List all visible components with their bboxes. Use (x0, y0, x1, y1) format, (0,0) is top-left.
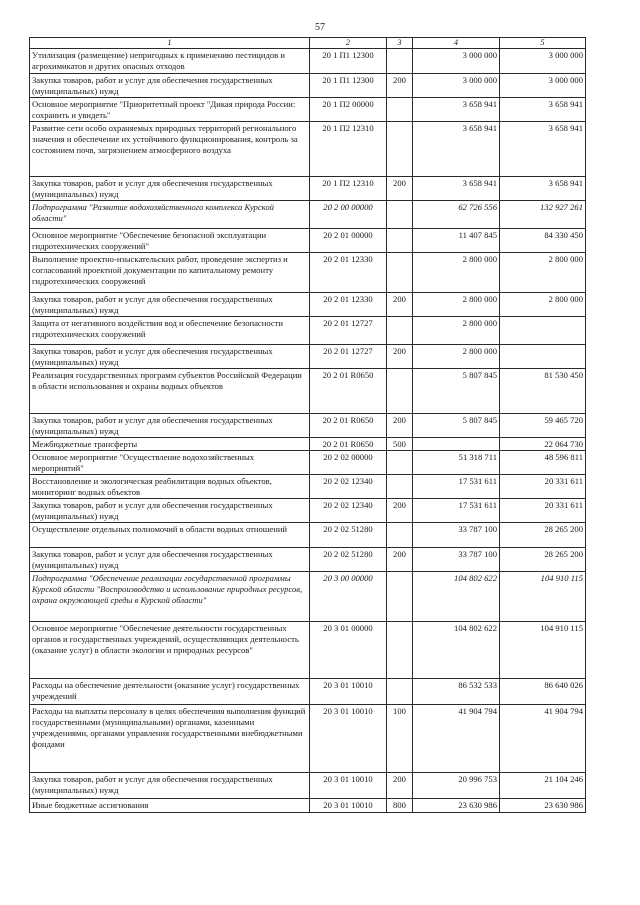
amount-year1: 3 000 000 (413, 74, 500, 98)
row-name: Выполнение проектно-изыскательских работ, проведение экспертиз и согласований проектной документации по капитальному ремонту гидротехнических сооружений (30, 253, 310, 293)
amount-year2: 28 265 200 (500, 548, 586, 572)
table-row (30, 317, 586, 345)
expense-type-code (387, 253, 413, 293)
target-article-code: 20 2 01 12330 (310, 293, 387, 317)
table-row (30, 622, 586, 679)
row-name: Защита от негативного воздействия вод и обеспечение безопасности гидротехнических сооружений (30, 317, 310, 345)
table-row (30, 679, 586, 705)
amount-year1: 2 800 000 (413, 293, 500, 317)
target-article-code: 20 3 01 10010 (310, 799, 387, 813)
expense-type-code: 500 (387, 438, 413, 451)
target-article-code: 20 3 01 10010 (310, 679, 387, 705)
row-name: Закупка товаров, работ и услуг для обеспечения государственных (муниципальных) нужд (30, 177, 310, 201)
row-name: Иные бюджетные ассигнования (30, 799, 310, 813)
amount-year2 (500, 317, 586, 345)
table-row (30, 414, 586, 438)
row-name: Основное мероприятие "Осуществление водохозяйственных мероприятий" (30, 451, 310, 475)
row-name: Реализация государственных программ субъектов Российской Федерации в области использования и охраны водных объектов (30, 369, 310, 414)
amount-year1: 33 787 100 (413, 548, 500, 572)
amount-year1: 104 802 622 (413, 572, 500, 622)
table-row (30, 49, 586, 74)
row-name: Подпрограмма "Обеспечение реализации государственной программы Курской области "Воспроизводство и использование природных ресурсов, охрана окружающей среды в Курской области" (30, 572, 310, 622)
amount-year1: 3 658 941 (413, 98, 500, 122)
amount-year2: 2 800 000 (500, 253, 586, 293)
table-row (30, 177, 586, 201)
target-article-code: 20 2 01 12330 (310, 253, 387, 293)
amount-year1: 51 318 711 (413, 451, 500, 475)
expense-type-code (387, 523, 413, 548)
target-article-code: 20 3 01 10010 (310, 773, 387, 799)
expense-type-code: 200 (387, 293, 413, 317)
expense-type-code (387, 49, 413, 74)
amount-year1: 2 800 000 (413, 317, 500, 345)
target-article-code: 20 1 П2 12310 (310, 177, 387, 201)
row-name: Закупка товаров, работ и услуг для обеспечения государственных (муниципальных) нужд (30, 499, 310, 523)
row-name: Закупка товаров, работ и услуг для обеспечения государственных (муниципальных) нужд (30, 773, 310, 799)
amount-year2: 28 265 200 (500, 523, 586, 548)
table-row (30, 572, 586, 622)
table-row (30, 705, 586, 773)
amount-year2 (500, 345, 586, 369)
amount-year2: 41 904 794 (500, 705, 586, 773)
target-article-code: 20 3 01 10010 (310, 705, 387, 773)
amount-year1: 41 904 794 (413, 705, 500, 773)
amount-year2: 2 800 000 (500, 293, 586, 317)
column-number-code: 2 (310, 38, 387, 49)
table-row (30, 122, 586, 177)
expense-type-code: 200 (387, 74, 413, 98)
row-name: Осуществление отдельных полномочий в области водных отношений (30, 523, 310, 548)
amount-year1: 33 787 100 (413, 523, 500, 548)
column-number-name: 1 (30, 38, 310, 49)
page-number: 57 (315, 22, 325, 33)
target-article-code: 20 2 01 12727 (310, 345, 387, 369)
expense-type-code (387, 475, 413, 499)
target-article-code: 20 2 00 00000 (310, 201, 387, 229)
target-article-code: 20 1 П1 12300 (310, 74, 387, 98)
table-row (30, 548, 586, 572)
row-name: Закупка товаров, работ и услуг для обеспечения государственных (муниципальных) нужд (30, 414, 310, 438)
amount-year1 (413, 438, 500, 451)
target-article-code: 20 2 02 00000 (310, 451, 387, 475)
expense-type-code (387, 622, 413, 679)
table-row (30, 98, 586, 122)
target-article-code: 20 2 01 R0650 (310, 414, 387, 438)
row-name: Закупка товаров, работ и услуг для обеспечения государственных (муниципальных) нужд (30, 74, 310, 98)
amount-year1: 104 802 622 (413, 622, 500, 679)
row-name: Основное мероприятие "Обеспечение безопасной эксплуатации гидротехнических сооружений" (30, 229, 310, 253)
amount-year2: 20 331 611 (500, 499, 586, 523)
row-name: Подпрограмма "Развитие водохозяйственного комплекса Курской области" (30, 201, 310, 229)
row-name: Восстановление и экологическая реабилитация водных объектов, мониторинг водных объектов (30, 475, 310, 499)
table-row (30, 773, 586, 799)
amount-year1: 3 658 941 (413, 122, 500, 177)
amount-year2: 22 064 730 (500, 438, 586, 451)
target-article-code: 20 2 02 51280 (310, 548, 387, 572)
table-row (30, 499, 586, 523)
expense-type-code (387, 451, 413, 475)
amount-year2: 104 910 115 (500, 572, 586, 622)
row-name: Расходы на обеспечение деятельности (оказание услуг) государственных учреждений (30, 679, 310, 705)
table-row (30, 201, 586, 229)
target-article-code: 20 2 01 R0650 (310, 369, 387, 414)
amount-year1: 11 407 845 (413, 229, 500, 253)
amount-year2: 23 630 986 (500, 799, 586, 813)
amount-year1: 2 800 000 (413, 345, 500, 369)
budget-table (29, 37, 586, 813)
amount-year1: 62 726 556 (413, 201, 500, 229)
row-name: Основное мероприятие "Приоритетный проект "Дикая природа России: сохранить и увидеть" (30, 98, 310, 122)
expense-type-code: 200 (387, 773, 413, 799)
amount-year1: 3 000 000 (413, 49, 500, 74)
expense-type-code (387, 369, 413, 414)
amount-year2: 3 658 941 (500, 122, 586, 177)
amount-year2: 84 330 450 (500, 229, 586, 253)
target-article-code: 20 2 02 12340 (310, 475, 387, 499)
target-article-code: 20 2 02 51280 (310, 523, 387, 548)
amount-year1: 17 531 611 (413, 499, 500, 523)
target-article-code: 20 3 00 00000 (310, 572, 387, 622)
row-name: Развитие сети особо охраняемых природных территорий регионального значения и обеспечение их устойчивого функционирования, контроль за состоянием почв, загрязнением атмосферного воздуха (30, 122, 310, 177)
amount-year2: 20 331 611 (500, 475, 586, 499)
expense-type-code: 200 (387, 499, 413, 523)
target-article-code: 20 1 П1 12300 (310, 49, 387, 74)
expense-type-code: 200 (387, 177, 413, 201)
row-name: Закупка товаров, работ и услуг для обеспечения государственных (муниципальных) нужд (30, 293, 310, 317)
row-name: Закупка товаров, работ и услуг для обеспечения государственных (муниципальных) нужд (30, 548, 310, 572)
amount-year1: 2 800 000 (413, 253, 500, 293)
table-row (30, 253, 586, 293)
expense-type-code (387, 98, 413, 122)
amount-year2: 3 000 000 (500, 49, 586, 74)
amount-year1: 20 996 753 (413, 773, 500, 799)
expense-type-code: 200 (387, 548, 413, 572)
row-name: Закупка товаров, работ и услуг для обеспечения государственных (муниципальных) нужд (30, 345, 310, 369)
amount-year2: 132 927 261 (500, 201, 586, 229)
row-name: Основное мероприятие "Обеспечение деятельности государственных органов и государственных учреждений, осуществляющих деятельность (оказание услуг) в области экологии и природных ресурсов" (30, 622, 310, 679)
expense-type-code (387, 572, 413, 622)
amount-year2: 3 658 941 (500, 98, 586, 122)
target-article-code: 20 1 П2 00000 (310, 98, 387, 122)
column-number-amount-year1: 4 (413, 38, 500, 49)
expense-type-code (387, 201, 413, 229)
amount-year2: 81 530 450 (500, 369, 586, 414)
table-row (30, 345, 586, 369)
table-row (30, 74, 586, 98)
amount-year1: 5 807 845 (413, 369, 500, 414)
amount-year1: 5 807 845 (413, 414, 500, 438)
target-article-code: 20 2 01 12727 (310, 317, 387, 345)
table-row (30, 438, 586, 451)
table-row (30, 369, 586, 414)
amount-year2: 104 910 115 (500, 622, 586, 679)
amount-year2: 86 640 026 (500, 679, 586, 705)
table-row (30, 475, 586, 499)
target-article-code: 20 3 01 00000 (310, 622, 387, 679)
amount-year2: 3 000 000 (500, 74, 586, 98)
row-name: Утилизация (размещение) непригодных к применению пестицидов и агрохимикатов и других опасных отходов (30, 49, 310, 74)
amount-year2: 48 596 811 (500, 451, 586, 475)
expense-type-code (387, 122, 413, 177)
column-number-row (30, 38, 586, 49)
expense-type-code (387, 317, 413, 345)
column-number-expense-type: 3 (387, 38, 413, 49)
amount-year2: 21 104 246 (500, 773, 586, 799)
target-article-code: 20 2 01 R0650 (310, 438, 387, 451)
target-article-code: 20 2 01 00000 (310, 229, 387, 253)
row-name: Межбюджетные трансферты (30, 438, 310, 451)
amount-year1: 3 658 941 (413, 177, 500, 201)
target-article-code: 20 1 П2 12310 (310, 122, 387, 177)
row-name: Расходы на выплаты персоналу в целях обеспечения выполнения функций государственными (муниципальными) органами, казенными учреждениями, органами управления государственными внебюджетными фондами (30, 705, 310, 773)
expense-type-code: 100 (387, 705, 413, 773)
amount-year1: 17 531 611 (413, 475, 500, 499)
table-row (30, 799, 586, 813)
amount-year2: 3 658 941 (500, 177, 586, 201)
column-number-amount-year2: 5 (500, 38, 586, 49)
table-row (30, 523, 586, 548)
expense-type-code (387, 229, 413, 253)
table-row (30, 451, 586, 475)
expense-type-code: 200 (387, 414, 413, 438)
target-article-code: 20 2 02 12340 (310, 499, 387, 523)
amount-year1: 23 630 986 (413, 799, 500, 813)
table-row (30, 293, 586, 317)
amount-year2: 59 465 720 (500, 414, 586, 438)
table-row (30, 229, 586, 253)
amount-year1: 86 532 533 (413, 679, 500, 705)
expense-type-code: 800 (387, 799, 413, 813)
expense-type-code (387, 679, 413, 705)
expense-type-code: 200 (387, 345, 413, 369)
